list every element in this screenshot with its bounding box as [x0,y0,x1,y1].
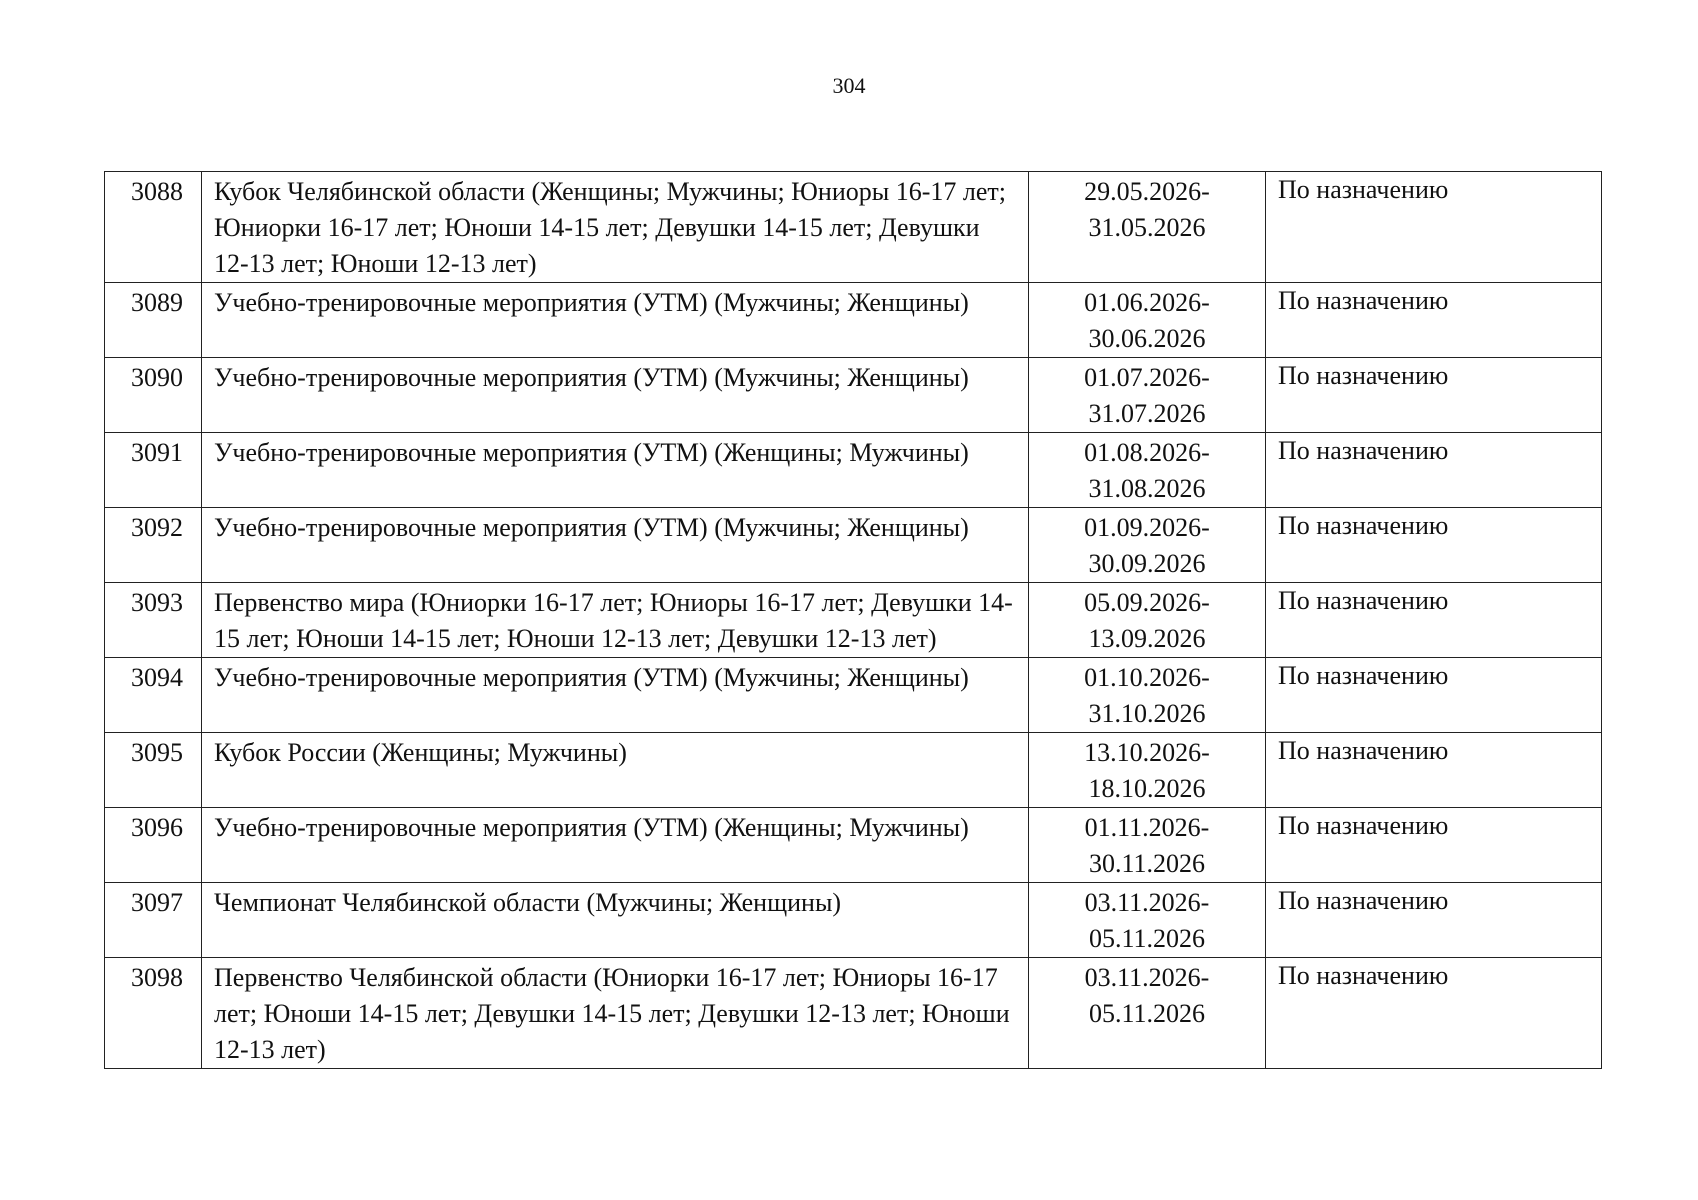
date-end: 30.11.2026 [1088,849,1206,878]
date-start: 29.05.2026- [1084,177,1210,206]
table-row [105,583,1602,658]
event-dates [1029,883,1266,958]
event-place: По назначению [1266,358,1602,433]
date-start: 01.08.2026- [1084,438,1210,467]
event-place: По назначению [1266,808,1602,883]
event-name: Учебно-тренировочные мероприятия (УТМ) (Женщины; Мужчины) [202,433,1029,508]
table-row [105,508,1602,583]
date-end: 31.05.2026 [1088,213,1206,242]
event-number: 3093 [105,583,202,658]
date-end: 05.11.2026 [1088,999,1206,1028]
event-place: По назначению [1266,433,1602,508]
event-number: 3094 [105,658,202,733]
event-name: Учебно-тренировочные мероприятия (УТМ) (Мужчины; Женщины) [202,658,1029,733]
events-table-body [105,172,1602,1069]
table-row [105,283,1602,358]
event-place: По назначению [1266,883,1602,958]
event-place: По назначению [1266,658,1602,733]
table-row [105,433,1602,508]
date-end: 13.09.2026 [1088,624,1206,653]
table-row [105,733,1602,808]
date-start: 01.11.2026- [1084,813,1210,842]
date-end: 31.08.2026 [1088,474,1206,503]
event-number: 3092 [105,508,202,583]
date-end: 30.06.2026 [1088,324,1206,353]
table-row [105,172,1602,283]
event-dates [1029,958,1266,1069]
event-place: По назначению [1266,508,1602,583]
events-table [104,171,1602,1069]
date-end: 18.10.2026 [1088,774,1206,803]
event-name: Первенство мира (Юниорки 16-17 лет; Юниоры 16-17 лет; Девушки 14-15 лет; Юноши 14-15 лет; Юноши 12-13 лет; Девушки 12-13 лет) [202,583,1029,658]
event-dates [1029,808,1266,883]
event-name: Учебно-тренировочные мероприятия (УТМ) (Мужчины; Женщины) [202,358,1029,433]
event-place: По назначению [1266,733,1602,808]
table-row [105,358,1602,433]
event-name: Кубок Челябинской области (Женщины; Мужчины; Юниоры 16-17 лет; Юниорки 16-17 лет; Юноши 14-15 лет; Девушки 14-15 лет; Девушки 12-13 лет; Юноши 12-13 лет) [202,172,1029,283]
event-dates [1029,508,1266,583]
date-end: 05.11.2026 [1088,924,1206,953]
event-place: По назначению [1266,958,1602,1069]
date-end: 31.10.2026 [1088,699,1206,728]
event-number: 3097 [105,883,202,958]
date-start: 01.06.2026- [1084,288,1210,317]
date-start: 03.11.2026- [1084,963,1210,992]
event-dates [1029,658,1266,733]
page-number: 304 [832,73,866,98]
event-number: 3091 [105,433,202,508]
table-row [105,808,1602,883]
event-name: Учебно-тренировочные мероприятия (УТМ) (Мужчины; Женщины) [202,508,1029,583]
date-end: 31.07.2026 [1088,399,1206,428]
event-dates [1029,733,1266,808]
event-name: Чемпионат Челябинской области (Мужчины; Женщины) [202,883,1029,958]
date-start: 01.09.2026- [1084,513,1210,542]
event-place: По назначению [1266,583,1602,658]
date-start: 03.11.2026- [1084,888,1210,917]
date-start: 01.10.2026- [1084,663,1210,692]
event-number: 3090 [105,358,202,433]
event-number: 3089 [105,283,202,358]
event-dates [1029,583,1266,658]
table-row [105,658,1602,733]
event-number: 3095 [105,733,202,808]
event-place: По назначению [1266,283,1602,358]
table-row [105,883,1602,958]
event-name: Первенство Челябинской области (Юниорки 16-17 лет; Юниоры 16-17 лет; Юноши 14-15 лет; Девушки 14-15 лет; Девушки 12-13 лет; Юноши 12-13 лет) [202,958,1029,1069]
event-number: 3088 [105,172,202,283]
date-end: 30.09.2026 [1088,549,1206,578]
date-start: 05.09.2026- [1084,588,1210,617]
event-dates [1029,358,1266,433]
date-start: 13.10.2026- [1084,738,1210,767]
event-dates [1029,433,1266,508]
table-row [105,958,1602,1069]
date-start: 01.07.2026- [1084,363,1210,392]
event-place: По назначению [1266,172,1602,283]
event-number: 3096 [105,808,202,883]
event-dates [1029,283,1266,358]
event-number: 3098 [105,958,202,1069]
event-name: Учебно-тренировочные мероприятия (УТМ) (Женщины; Мужчины) [202,808,1029,883]
event-dates [1029,172,1266,283]
event-name: Учебно-тренировочные мероприятия (УТМ) (Мужчины; Женщины) [202,283,1029,358]
event-name: Кубок России (Женщины; Мужчины) [202,733,1029,808]
